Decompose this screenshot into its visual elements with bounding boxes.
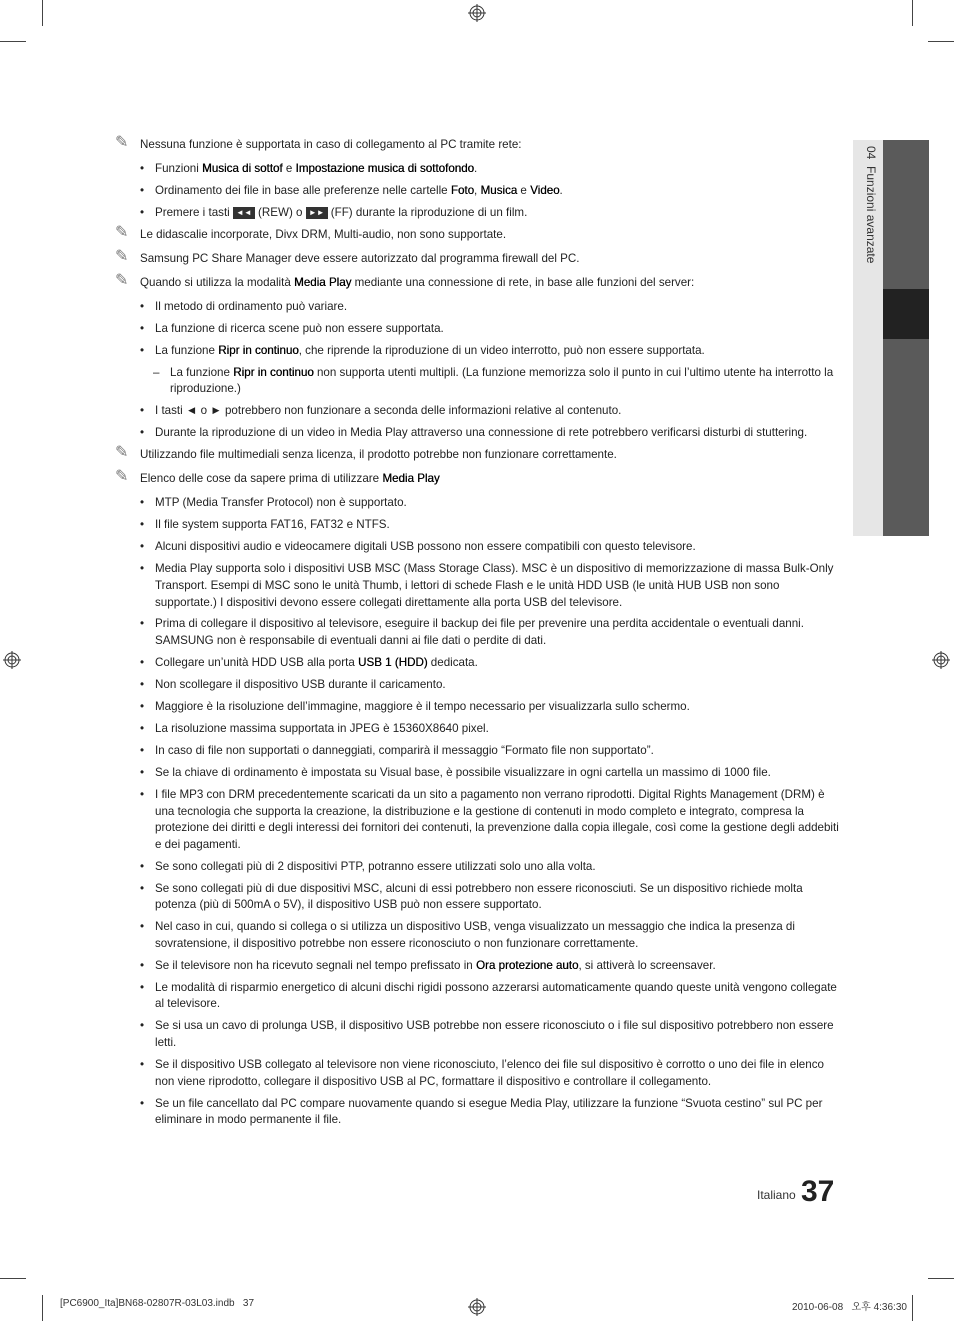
page-content: [115, 134, 840, 1134]
list-item: • Il file system supporta FAT16, FAT32 e NTFS.: [115, 517, 840, 534]
crop-mark: [928, 41, 954, 42]
note-pencil-icon: ✎: [115, 247, 129, 265]
list-item: • Se sono collegati più di due dispositivi MSC, alcuni di essi potrebbero non essere riconosciuti. Se un dispositivo richiede molta potenza (più di 500mA o 5V), il dispositivo USB può non essere supportato.: [115, 881, 840, 914]
list-item: • Se il televisore non ha ricevuto segnali nel tempo prefissato in Ora protezione auto, si attiverà lo screensaver.: [115, 958, 840, 975]
list-item: • Se sono collegati più di 2 dispositivi PTP, potranno essere utilizzati solo uno alla volta.: [115, 859, 840, 876]
list-item: • Alcuni dispositivi audio e videocamere digitali USB possono non essere compatibili con questo televisore.: [115, 539, 840, 556]
note: ✎ Quando si utilizza la modalità Media Play mediante una connessione di rete, in base alle funzioni del server:: [115, 271, 695, 289]
note: ✎ Nessuna funzione è supportata in caso di collegamento al PC tramite rete:: [115, 134, 522, 151]
list-item: • I tasti ◄ o ► potrebbero non funzionare a seconda delle informazioni relative al contenuto.: [115, 403, 840, 420]
list-item: • Se la chiave di ordinamento è impostata su Visual base, è possibile visualizzare in ogni cartella un massimo di 1000 file.: [115, 765, 840, 782]
note-pencil-icon: ✎: [115, 468, 129, 486]
registration-mark-icon: [932, 651, 950, 669]
list-item: • In caso di file non supportati o danneggiati, comparirà il messaggio “Formato file non supportato”.: [115, 743, 840, 760]
list-item: • Collegare un’unità HDD USB alla porta USB 1 (HDD) dedicata.: [115, 655, 840, 672]
ff-button-icon: ►►: [306, 207, 328, 219]
note-pencil-icon: ✎: [115, 271, 129, 289]
list-item: • Nel caso in cui, quando si collega o si utilizza un dispositivo USB, venga visualizzato un messaggio che indica la presenza di sovratensione, il dispositivo potrebbe non essere riconosciuto o non funzionare correttamente.: [115, 919, 840, 952]
list-item: • Se un file cancellato dal PC compare nuovamente quando si esegue Media Play, utilizzare la funzione “Svuota cestino” sul PC per eliminare in modo permanente il file.: [115, 1096, 840, 1129]
crop-mark: [42, 1295, 43, 1321]
print-file-info: [PC6900_Ita]BN68-02807R-03L03.indb 37: [60, 1298, 255, 1309]
list-item: • La funzione di ricerca scene può non essere supportata.: [115, 321, 840, 338]
list-item: • Maggiore è la risoluzione dell’immagine, maggiore è il tempo necessario per visualizzarla sullo schermo.: [115, 699, 840, 716]
chapter-number: 04: [864, 146, 878, 160]
list-item: • Funzioni Musica di sottof e Impostazione musica di sottofondo.: [115, 161, 840, 178]
note-pencil-icon: ✎: [115, 223, 129, 241]
list-item: • I file MP3 con DRM precedentemente scaricati da un sito a pagamento non verrano riprodotti. Digital Rights Management (DRM) è una tecnologia che supporta la creazione, la distribuzione e la gestione di contenuti in modo completo e integrato, compresa la protezione dei diritti e degli interessi dei fornitori dei contenuti, la prevenzione dalla copia illegale, così come la gestione degli addebiti e dei pagamenti.: [115, 787, 840, 853]
list-item: • La funzione Ripr in continuo, che riprende la riproduzione di un video interrotto, può non essere supportata.: [115, 343, 840, 360]
crop-mark: [42, 0, 43, 26]
footer-language: Italiano: [757, 1188, 796, 1202]
note: ✎ Utilizzando file multimediali senza licenza, il prodotto potrebbe non funzionare correttamente.: [115, 444, 617, 462]
rew-button-icon: ◄◄: [233, 207, 255, 219]
note: ✎ Le didascalie incorporate, Divx DRM, Multi-audio, non sono supportate.: [115, 223, 507, 241]
list-item: • Le modalità di risparmio energetico di alcuni dischi rigidi possono azzerarsi automaticamente quando queste unità vengono collegate al televisore.: [115, 980, 840, 1013]
crop-mark: [928, 1278, 954, 1279]
list-item: • Se si usa un cavo di prolunga USB, il dispositivo USB potrebbe non essere riconosciuto o i file sul dispositivo potrebbero non essere letti.: [115, 1018, 840, 1051]
list-item: • Ordinamento dei file in base alle preferenze nelle cartelle Foto, Musica e Video.: [115, 183, 840, 200]
page-number: 37: [801, 1175, 835, 1208]
list-item: • Durante la riproduzione di un video in Media Play attraverso una connessione di rete potrebbero verificarsi disturbi di stuttering.: [115, 425, 840, 442]
crop-mark: [912, 1295, 913, 1321]
note: ✎ Samsung PC Share Manager deve essere autorizzato dal programma firewall del PC.: [115, 247, 580, 265]
list-item: • Non scollegare il dispositivo USB durante il caricamento.: [115, 677, 840, 694]
registration-mark-icon: [468, 1298, 486, 1316]
note: ✎ Elenco delle cose da sapere prima di utilizzare Media Play: [115, 468, 440, 486]
registration-mark-icon: [468, 4, 486, 22]
list-item: • La risoluzione massima supportata in JPEG è 15360X8640 pixel.: [115, 721, 840, 738]
list-item: • Media Play supporta solo i dispositivi USB MSC (Mass Storage Class). MSC è un dispositivo di memorizzazione di massa Bulk-Only Transport. Esempi di MSC sono le unità Thumb, i lettori di schede Flash e le unità HDD USB (le unità HUB USB non sono supportate.) I dispositivi devono essere collegati direttamente alla porta USB del televisore.: [115, 561, 840, 611]
list-item: • Premere i tasti ◄◄ (REW) o ►► (FF) durante la riproduzione di un film.: [115, 205, 840, 222]
note-pencil-icon: ✎: [115, 134, 129, 151]
list-item: • Se il dispositivo USB collegato al televisore non viene riconosciuto, l’elenco dei file sul dispositivo è corrotto o uno dei file in elenco non viene riprodotto, collegare il dispositivo USB al PC, formattare il dispositivo e controllare il collegamento.: [115, 1057, 840, 1090]
note-pencil-icon: ✎: [115, 444, 129, 462]
sub-list-item: – La funzione Ripr in continuo non supporta utenti multipli. (La funzione memorizza solo il punto in cui l’ultimo utente ha interrotto la riproduzione.): [115, 365, 840, 398]
registration-mark-icon: [3, 651, 21, 669]
chapter-title: Funzioni avanzate: [864, 166, 878, 264]
crop-mark: [0, 41, 26, 42]
chapter-tab-marker: [883, 289, 929, 339]
list-item: • MTP (Media Transfer Protocol) non è supportato.: [115, 495, 840, 512]
crop-mark: [912, 0, 913, 26]
crop-mark: [0, 1278, 26, 1279]
print-date-info: 2010-06-08 오후 4:36:30: [792, 1302, 907, 1313]
list-item: • Il metodo di ordinamento può variare.: [115, 299, 840, 316]
chapter-label: [858, 146, 878, 263]
list-item: • Prima di collegare il dispositivo al televisore, eseguire il backup dei file per prevenire una perdita accidentale o eventuali danni. SAMSUNG non è responsabile di eventuali danni ai file dati o perdite di dati.: [115, 616, 840, 649]
